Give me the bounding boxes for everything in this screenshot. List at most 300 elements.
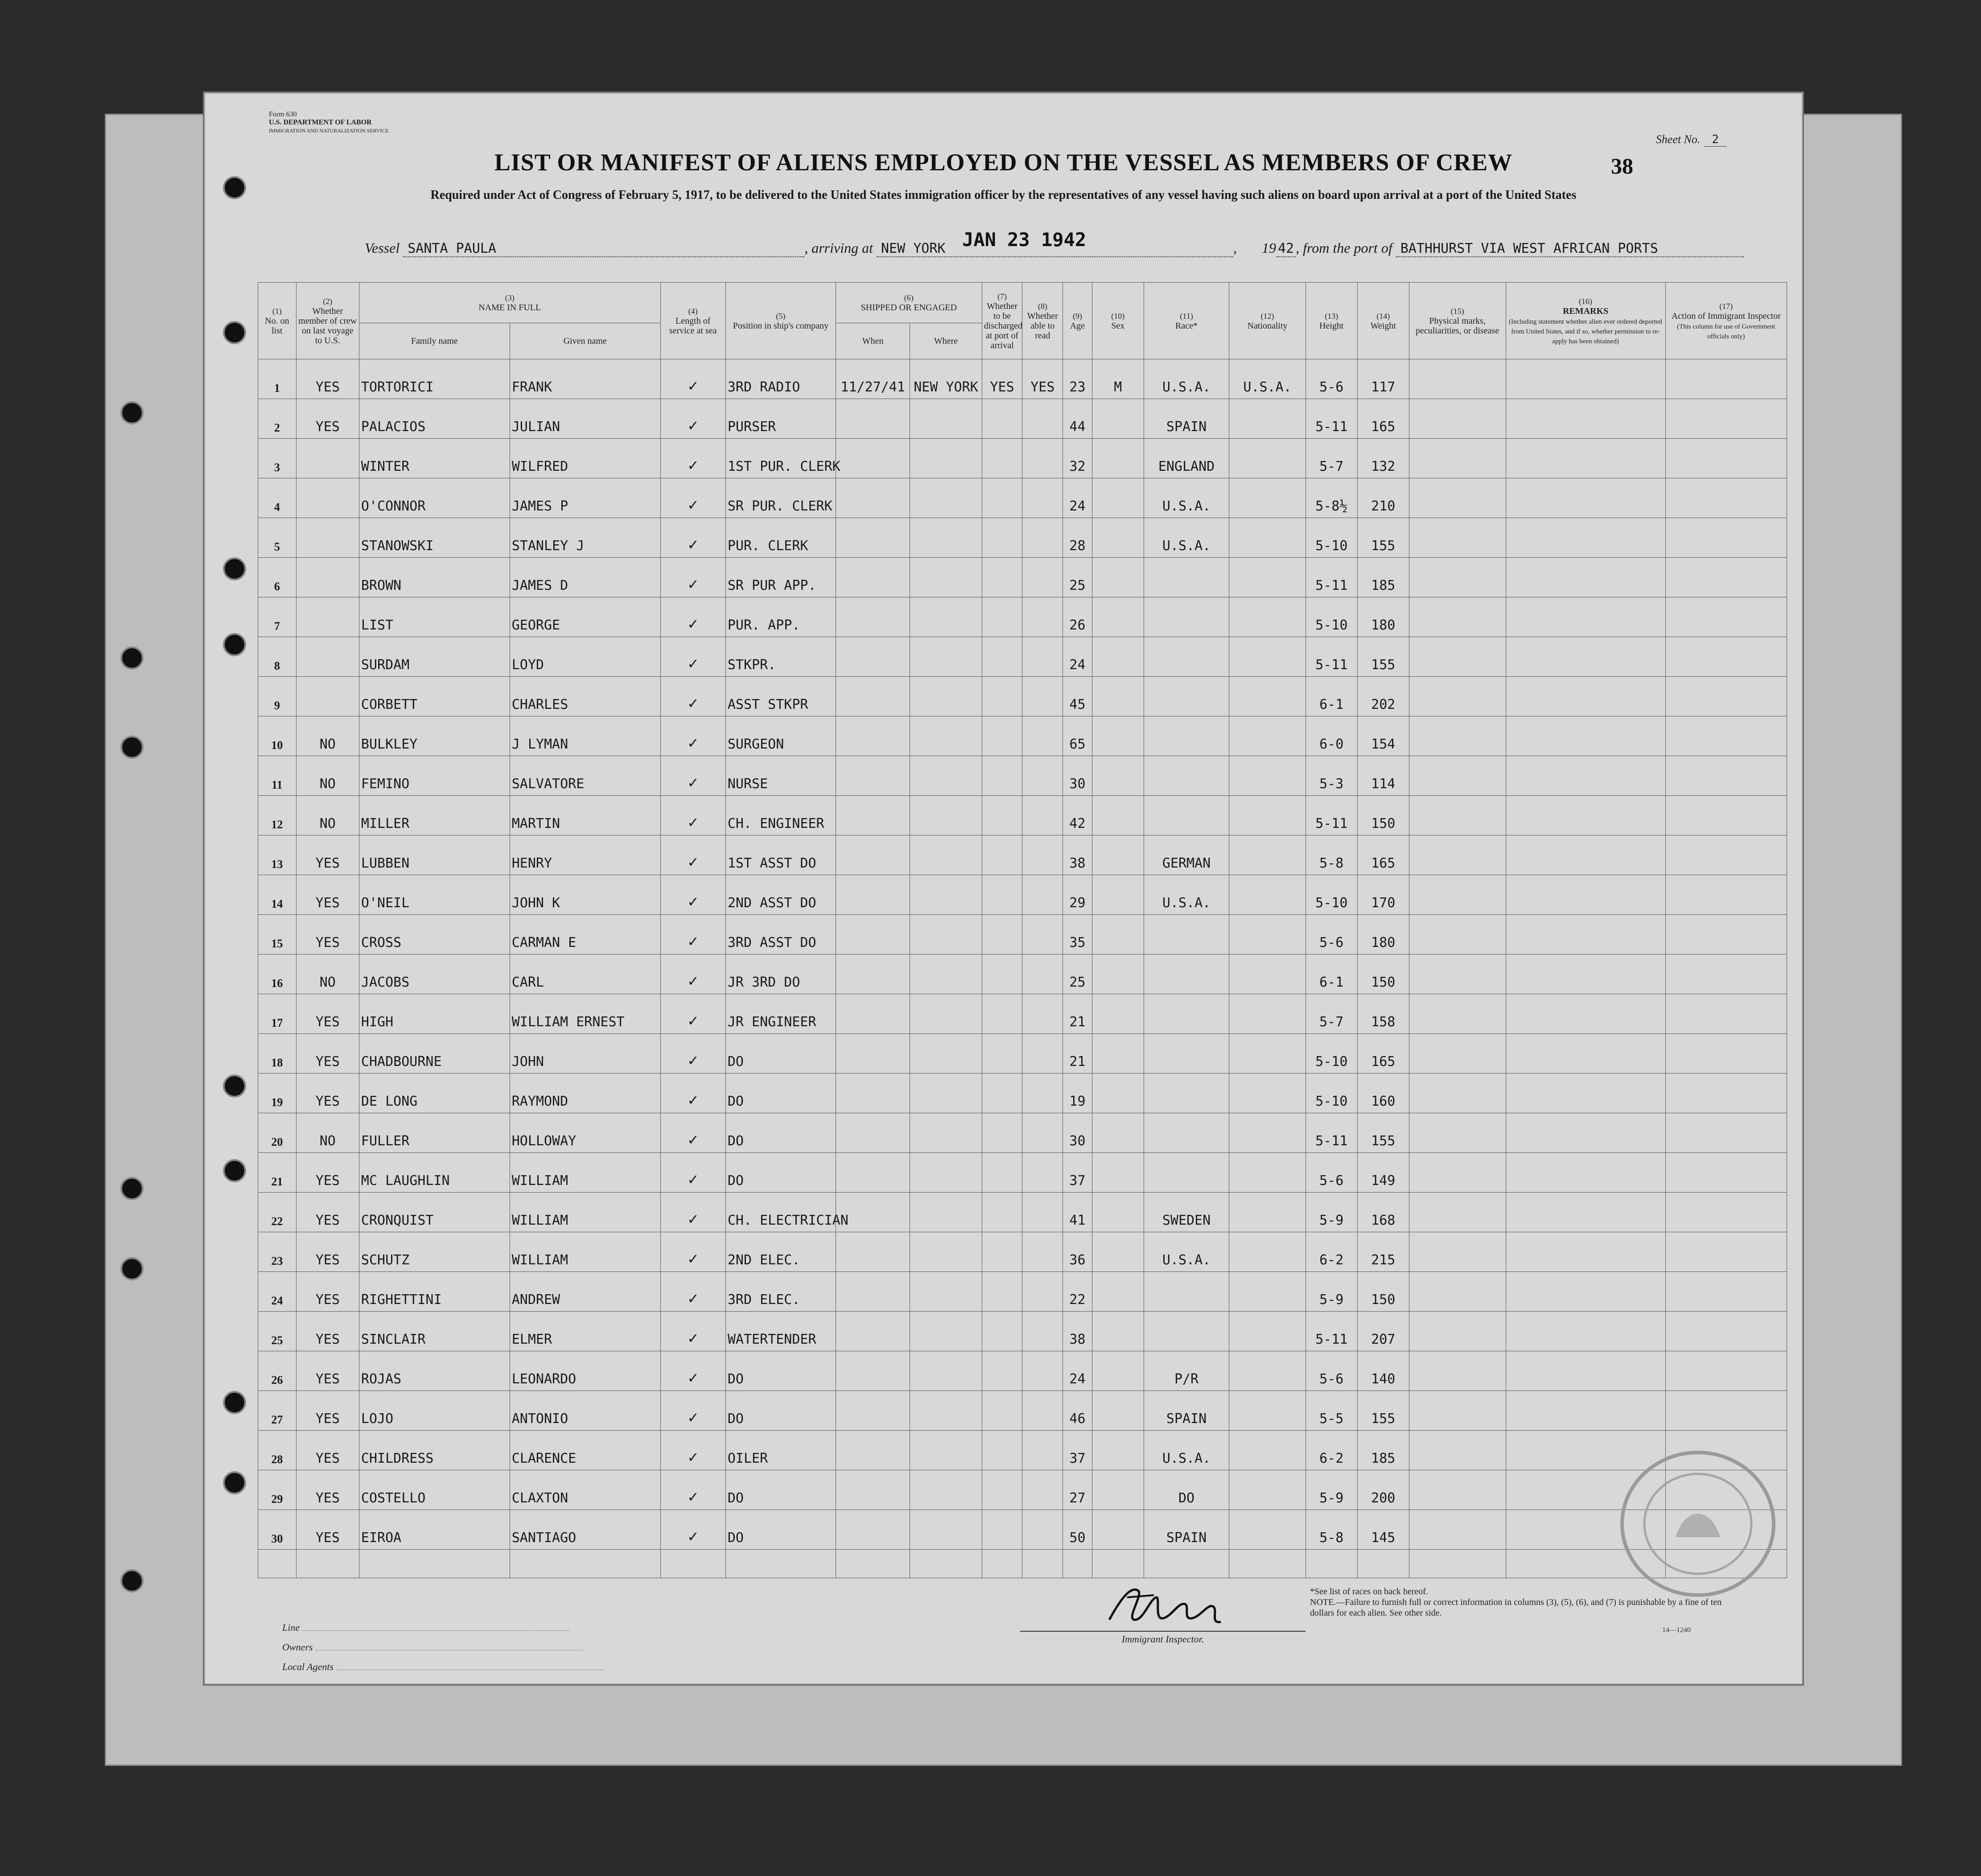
cell-discharged bbox=[982, 597, 1022, 637]
cell-weight: 185 bbox=[1357, 1431, 1409, 1470]
cell-weight: 150 bbox=[1357, 796, 1409, 835]
cell-position: NURSE bbox=[725, 756, 836, 796]
cell-empty bbox=[1665, 1272, 1787, 1312]
cell-height: 5-9 bbox=[1306, 1470, 1357, 1510]
cell-height: 5-10 bbox=[1306, 1074, 1357, 1113]
cell-weight: 180 bbox=[1357, 597, 1409, 637]
cell-sex bbox=[1092, 994, 1144, 1034]
cell-height: 5-11 bbox=[1306, 1312, 1357, 1351]
cell-weight: 145 bbox=[1357, 1510, 1409, 1550]
cell-position: 1ST ASST DO bbox=[725, 835, 836, 875]
cell-race bbox=[1144, 1113, 1229, 1153]
cell-age: 21 bbox=[1063, 1034, 1092, 1074]
cell-empty bbox=[1665, 1034, 1787, 1074]
from-port-label: , from the port of bbox=[1296, 240, 1392, 256]
cell-no: 10 bbox=[258, 716, 297, 756]
cell-empty bbox=[1506, 796, 1665, 835]
cell-family: FEMINO bbox=[359, 756, 510, 796]
cell-age: 41 bbox=[1063, 1193, 1092, 1232]
cell-read bbox=[1022, 1470, 1063, 1510]
cell-empty bbox=[1665, 994, 1787, 1034]
cell-position: SR PUR. CLERK bbox=[725, 478, 836, 518]
cell-given: WILLIAM ERNEST bbox=[510, 994, 660, 1034]
cell-read bbox=[1022, 835, 1063, 875]
cell-age: 26 bbox=[1063, 597, 1092, 637]
cell-when bbox=[836, 597, 910, 637]
cell-weight: 150 bbox=[1357, 1272, 1409, 1312]
cell-empty bbox=[1409, 1272, 1506, 1312]
cell-race bbox=[1144, 796, 1229, 835]
cell-no: 29 bbox=[258, 1470, 297, 1510]
cell-service: ✓ bbox=[660, 1193, 725, 1232]
cell-given: ANDREW bbox=[510, 1272, 660, 1312]
cell-empty bbox=[1665, 1312, 1787, 1351]
cell-weight: 154 bbox=[1357, 716, 1409, 756]
cell-no: 16 bbox=[258, 954, 297, 994]
cell-empty bbox=[1506, 1391, 1665, 1431]
cell-read bbox=[1022, 439, 1063, 478]
cell-sex bbox=[1092, 1431, 1144, 1470]
cell-race bbox=[1144, 756, 1229, 796]
cell-sex bbox=[1092, 1312, 1144, 1351]
cell-sex bbox=[1092, 875, 1144, 915]
cell-read bbox=[1022, 875, 1063, 915]
cell-race: SPAIN bbox=[1144, 1391, 1229, 1431]
cell-empty bbox=[1409, 1034, 1506, 1074]
cell-empty bbox=[1409, 1431, 1506, 1470]
col-able-to-read: (8) Whether able to read bbox=[1022, 283, 1063, 359]
cell-no: 21 bbox=[258, 1153, 297, 1193]
cell-discharged bbox=[982, 1272, 1022, 1312]
owners-field: Owners bbox=[282, 1642, 604, 1653]
table-row bbox=[258, 1232, 1787, 1272]
cell-when bbox=[836, 915, 910, 954]
col-race: (11) Race* bbox=[1144, 283, 1229, 359]
cell-discharged bbox=[982, 1074, 1022, 1113]
cell-family: FULLER bbox=[359, 1113, 510, 1153]
cell-sex bbox=[1092, 439, 1144, 478]
crew-rows bbox=[258, 359, 1787, 1578]
cell-empty bbox=[1665, 1232, 1787, 1272]
cell-discharged bbox=[982, 1391, 1022, 1431]
form-number: Form 630 bbox=[269, 111, 297, 118]
binder-hole bbox=[120, 736, 144, 759]
binder-hole bbox=[120, 1569, 144, 1592]
cell-where bbox=[910, 1272, 982, 1312]
cell-last: YES bbox=[296, 1232, 359, 1272]
department-name: U.S. DEPARTMENT OF LABOR bbox=[269, 119, 372, 126]
table-row bbox=[258, 915, 1787, 954]
cell-when bbox=[836, 558, 910, 597]
cell-where bbox=[910, 756, 982, 796]
cell-race bbox=[1144, 597, 1229, 637]
cell-given: CHARLES bbox=[510, 677, 660, 716]
cell-height: 5-7 bbox=[1306, 439, 1357, 478]
cell-given: HENRY bbox=[510, 835, 660, 875]
cell-last: YES bbox=[296, 994, 359, 1034]
cell-height: 5-11 bbox=[1306, 1113, 1357, 1153]
cell-age: 27 bbox=[1063, 1470, 1092, 1510]
cell-no: 17 bbox=[258, 994, 297, 1034]
cell-last: YES bbox=[296, 1193, 359, 1232]
cell-when bbox=[836, 756, 910, 796]
cell-race: U.S.A. bbox=[1144, 359, 1229, 399]
cell-empty bbox=[1409, 1391, 1506, 1431]
cell-service: ✓ bbox=[660, 637, 725, 677]
binder-hole bbox=[223, 176, 246, 199]
cell-service: ✓ bbox=[660, 954, 725, 994]
cell-position: WATERTENDER bbox=[725, 1312, 836, 1351]
cell-family: COSTELLO bbox=[359, 1470, 510, 1510]
cell-nationality bbox=[1229, 835, 1306, 875]
cell-empty bbox=[1665, 796, 1787, 835]
cell-race: ENGLAND bbox=[1144, 439, 1229, 478]
cell-empty bbox=[1665, 835, 1787, 875]
cell-when bbox=[836, 994, 910, 1034]
cell-position: 3RD ELEC. bbox=[725, 1272, 836, 1312]
vessel-label: Vessel bbox=[365, 240, 400, 256]
cell-nationality bbox=[1229, 756, 1306, 796]
col-position: (5) Position in ship's company bbox=[725, 283, 836, 359]
cell-sex bbox=[1092, 1232, 1144, 1272]
cell-nationality bbox=[1229, 399, 1306, 439]
cell-empty bbox=[1506, 637, 1665, 677]
vessel-name: SANTA PAULA bbox=[403, 241, 804, 257]
cell-family: DE LONG bbox=[359, 1074, 510, 1113]
cell-position: CH. ENGINEER bbox=[725, 796, 836, 835]
cell-sex bbox=[1092, 915, 1144, 954]
cell-family: MC LAUGHLIN bbox=[359, 1153, 510, 1193]
cell-race bbox=[1144, 994, 1229, 1034]
cell-last bbox=[296, 677, 359, 716]
cell-sex bbox=[1092, 796, 1144, 835]
cell-sex bbox=[1092, 835, 1144, 875]
table-row bbox=[258, 1034, 1787, 1074]
cell-given: LEONARDO bbox=[510, 1351, 660, 1391]
cell-where bbox=[910, 1470, 982, 1510]
cell-last: YES bbox=[296, 1272, 359, 1312]
cell-nationality bbox=[1229, 1431, 1306, 1470]
cell-read bbox=[1022, 1153, 1063, 1193]
cell-empty bbox=[1665, 954, 1787, 994]
cell-nationality bbox=[1229, 1312, 1306, 1351]
cell-race: DO bbox=[1144, 1470, 1229, 1510]
cell-height: 5-10 bbox=[1306, 875, 1357, 915]
cell-weight: 165 bbox=[1357, 399, 1409, 439]
cell-height: 5-10 bbox=[1306, 518, 1357, 558]
col-discharged: (7) Whether to be discharged at port of arrival bbox=[982, 283, 1022, 359]
cell-race bbox=[1144, 1034, 1229, 1074]
cell-given: HOLLOWAY bbox=[510, 1113, 660, 1153]
cell-position: STKPR. bbox=[725, 637, 836, 677]
cell-no: 2 bbox=[258, 399, 297, 439]
cell-last: NO bbox=[296, 756, 359, 796]
cell-when: 11/27/41 bbox=[836, 359, 910, 399]
cell-last bbox=[296, 478, 359, 518]
cell-sex bbox=[1092, 1034, 1144, 1074]
table-row bbox=[258, 835, 1787, 875]
cell-race: U.S.A. bbox=[1144, 518, 1229, 558]
cell-no: 25 bbox=[258, 1312, 297, 1351]
cell-race: U.S.A. bbox=[1144, 1431, 1229, 1470]
cell-weight: 207 bbox=[1357, 1312, 1409, 1351]
cell-empty bbox=[1506, 835, 1665, 875]
cell-service: ✓ bbox=[660, 478, 725, 518]
cell-nationality bbox=[1229, 1113, 1306, 1153]
cell-nationality bbox=[1229, 954, 1306, 994]
cell-last bbox=[296, 518, 359, 558]
cell-empty bbox=[1506, 1272, 1665, 1312]
cell-where bbox=[910, 1193, 982, 1232]
cell-empty bbox=[1409, 1193, 1506, 1232]
cell-discharged bbox=[982, 915, 1022, 954]
cell-empty bbox=[1409, 1232, 1506, 1272]
cell-given: SANTIAGO bbox=[510, 1510, 660, 1550]
cell-empty bbox=[1506, 1153, 1665, 1193]
binder-hole bbox=[223, 633, 246, 656]
cell-age: 37 bbox=[1063, 1153, 1092, 1193]
cell-empty bbox=[1144, 1550, 1229, 1578]
cell-nationality bbox=[1229, 994, 1306, 1034]
cell-no: 4 bbox=[258, 478, 297, 518]
cell-nationality: U.S.A. bbox=[1229, 359, 1306, 399]
cell-age: 29 bbox=[1063, 875, 1092, 915]
cell-height: 6-2 bbox=[1306, 1232, 1357, 1272]
cell-height: 5-7 bbox=[1306, 994, 1357, 1034]
col-age: (9) Age bbox=[1063, 283, 1092, 359]
cell-when bbox=[836, 796, 910, 835]
cell-sex bbox=[1092, 558, 1144, 597]
cell-position: DO bbox=[725, 1510, 836, 1550]
binder-hole bbox=[223, 1159, 246, 1182]
cell-empty bbox=[836, 1550, 910, 1578]
cell-sex bbox=[1092, 1113, 1144, 1153]
table-row bbox=[258, 796, 1787, 835]
departure-port: BATHHURST VIA WEST AFRICAN PORTS bbox=[1396, 241, 1744, 257]
cell-family: BROWN bbox=[359, 558, 510, 597]
binder-hole bbox=[120, 1177, 144, 1200]
cell-family: LUBBEN bbox=[359, 835, 510, 875]
cell-last: YES bbox=[296, 1312, 359, 1351]
table-row bbox=[258, 478, 1787, 518]
cell-position: DO bbox=[725, 1391, 836, 1431]
cell-empty bbox=[1506, 1232, 1665, 1272]
cell-nationality bbox=[1229, 1232, 1306, 1272]
col-last-voyage: (2) Whether member of crew on last voyage to U.S. bbox=[296, 283, 359, 359]
cell-nationality bbox=[1229, 597, 1306, 637]
vessel-line: Vessel SANTA PAULA , arriving at NEW YORK , 19 42 , from the port of BATHHURST VIA WEST AFRICAN PORTS bbox=[365, 240, 1792, 257]
cell-family: WINTER bbox=[359, 439, 510, 478]
cell-age: 45 bbox=[1063, 677, 1092, 716]
cell-when bbox=[836, 875, 910, 915]
cell-family: MILLER bbox=[359, 796, 510, 835]
cell-family: LOJO bbox=[359, 1391, 510, 1431]
cell-height: 6-1 bbox=[1306, 954, 1357, 994]
cell-height: 5-11 bbox=[1306, 637, 1357, 677]
cell-given: ANTONIO bbox=[510, 1391, 660, 1431]
cell-race: U.S.A. bbox=[1144, 478, 1229, 518]
cell-given: JULIAN bbox=[510, 399, 660, 439]
cell-empty bbox=[660, 1550, 725, 1578]
cell-weight: 202 bbox=[1357, 677, 1409, 716]
cell-where bbox=[910, 478, 982, 518]
binder-hole bbox=[223, 1391, 246, 1414]
cell-last: YES bbox=[296, 1470, 359, 1510]
cell-where bbox=[910, 875, 982, 915]
cell-height: 5-9 bbox=[1306, 1193, 1357, 1232]
cell-read: YES bbox=[1022, 359, 1063, 399]
cell-where bbox=[910, 1232, 982, 1272]
cell-where: NEW YORK bbox=[910, 359, 982, 399]
cell-read bbox=[1022, 1034, 1063, 1074]
cell-no: 20 bbox=[258, 1113, 297, 1153]
cell-empty bbox=[1506, 597, 1665, 637]
cell-position: 2ND ELEC. bbox=[725, 1232, 836, 1272]
cell-race: SPAIN bbox=[1144, 1510, 1229, 1550]
cell-where bbox=[910, 558, 982, 597]
cell-when bbox=[836, 478, 910, 518]
cell-position: PURSER bbox=[725, 399, 836, 439]
cell-empty bbox=[1506, 994, 1665, 1034]
cell-age: 23 bbox=[1063, 359, 1092, 399]
cell-race bbox=[1144, 915, 1229, 954]
cell-height: 5-6 bbox=[1306, 359, 1357, 399]
cell-last: YES bbox=[296, 1510, 359, 1550]
year-value: 42 bbox=[1276, 241, 1296, 257]
cell-family: BULKLEY bbox=[359, 716, 510, 756]
col-nationality: (12) Nationality bbox=[1229, 283, 1306, 359]
cell-no: 22 bbox=[258, 1193, 297, 1232]
cell-last: YES bbox=[296, 1034, 359, 1074]
cell-race bbox=[1144, 677, 1229, 716]
cell-when bbox=[836, 1312, 910, 1351]
cell-when bbox=[836, 518, 910, 558]
cell-service: ✓ bbox=[660, 716, 725, 756]
cell-empty bbox=[725, 1550, 836, 1578]
cell-age: 21 bbox=[1063, 994, 1092, 1034]
cell-no: 1 bbox=[258, 359, 297, 399]
table-row bbox=[258, 359, 1787, 399]
cell-empty bbox=[1409, 1074, 1506, 1113]
cell-race bbox=[1144, 1272, 1229, 1312]
cell-nationality bbox=[1229, 677, 1306, 716]
signature-mark bbox=[1020, 1577, 1306, 1631]
cell-read bbox=[1022, 637, 1063, 677]
cell-height: 5-10 bbox=[1306, 597, 1357, 637]
cell-nationality bbox=[1229, 716, 1306, 756]
cell-age: 36 bbox=[1063, 1232, 1092, 1272]
cell-nationality bbox=[1229, 1272, 1306, 1312]
cell-height: 5-11 bbox=[1306, 558, 1357, 597]
cell-weight: 149 bbox=[1357, 1153, 1409, 1193]
table-row bbox=[258, 677, 1787, 716]
cell-last: YES bbox=[296, 1074, 359, 1113]
inspector-signature-block bbox=[1020, 1577, 1306, 1645]
cell-sex bbox=[1092, 478, 1144, 518]
cell-discharged bbox=[982, 677, 1022, 716]
cell-empty bbox=[1665, 359, 1787, 399]
cell-given: WILLIAM bbox=[510, 1153, 660, 1193]
service-name: IMMIGRATION AND NATURALIZATION SERVICE bbox=[269, 128, 389, 134]
cell-service: ✓ bbox=[660, 915, 725, 954]
cell-given: J LYMAN bbox=[510, 716, 660, 756]
cell-empty bbox=[1506, 756, 1665, 796]
cell-weight: 168 bbox=[1357, 1193, 1409, 1232]
cell-where bbox=[910, 1034, 982, 1074]
cell-family: O'CONNOR bbox=[359, 478, 510, 518]
cell-weight: 185 bbox=[1357, 558, 1409, 597]
header-row bbox=[258, 283, 1787, 323]
cell-service: ✓ bbox=[660, 875, 725, 915]
cell-last: YES bbox=[296, 359, 359, 399]
cell-family: JACOBS bbox=[359, 954, 510, 994]
cell-no: 28 bbox=[258, 1431, 297, 1470]
cell-service: ✓ bbox=[660, 1113, 725, 1153]
cell-race: SPAIN bbox=[1144, 399, 1229, 439]
cell-nationality bbox=[1229, 915, 1306, 954]
cell-discharged bbox=[982, 716, 1022, 756]
cell-weight: 170 bbox=[1357, 875, 1409, 915]
cell-service: ✓ bbox=[660, 1312, 725, 1351]
cell-no: 14 bbox=[258, 875, 297, 915]
cell-age: 65 bbox=[1063, 716, 1092, 756]
cell-empty bbox=[1506, 1312, 1665, 1351]
cell-empty bbox=[1409, 716, 1506, 756]
cell-age: 32 bbox=[1063, 439, 1092, 478]
cell-empty bbox=[1665, 716, 1787, 756]
cell-read bbox=[1022, 796, 1063, 835]
cell-age: 25 bbox=[1063, 558, 1092, 597]
cell-nationality bbox=[1229, 1391, 1306, 1431]
cell-discharged bbox=[982, 1470, 1022, 1510]
cell-family: ROJAS bbox=[359, 1351, 510, 1391]
cell-empty bbox=[1409, 399, 1506, 439]
cell-sex bbox=[1092, 637, 1144, 677]
cell-age: 24 bbox=[1063, 478, 1092, 518]
cell-sex bbox=[1092, 518, 1144, 558]
cell-sex bbox=[1092, 756, 1144, 796]
cell-when bbox=[836, 637, 910, 677]
binder-hole bbox=[223, 321, 246, 344]
col-length-of-service: (4) Length of service at sea bbox=[660, 283, 725, 359]
table-row bbox=[258, 716, 1787, 756]
cell-nationality bbox=[1229, 1193, 1306, 1232]
cell-no: 11 bbox=[258, 756, 297, 796]
cell-race: U.S.A. bbox=[1144, 1232, 1229, 1272]
cell-when bbox=[836, 1034, 910, 1074]
cell-empty bbox=[1357, 1550, 1409, 1578]
cell-when bbox=[836, 1232, 910, 1272]
cell-given: SALVATORE bbox=[510, 756, 660, 796]
page-number: 38 bbox=[1611, 153, 1633, 178]
cell-empty bbox=[1665, 1113, 1787, 1153]
col-no-on-list: (1) No. on list bbox=[258, 283, 297, 359]
cell-discharged bbox=[982, 1312, 1022, 1351]
cell-race bbox=[1144, 716, 1229, 756]
cell-where bbox=[910, 796, 982, 835]
cell-sex bbox=[1092, 1351, 1144, 1391]
cell-last: YES bbox=[296, 1391, 359, 1431]
cell-no: 24 bbox=[258, 1272, 297, 1312]
cell-last bbox=[296, 558, 359, 597]
cell-when bbox=[836, 1351, 910, 1391]
cell-empty bbox=[1506, 359, 1665, 399]
cell-empty bbox=[1409, 478, 1506, 518]
cell-weight: 150 bbox=[1357, 954, 1409, 994]
cell-sex bbox=[1092, 1153, 1144, 1193]
cell-weight: 132 bbox=[1357, 439, 1409, 478]
cell-empty bbox=[1506, 1034, 1665, 1074]
